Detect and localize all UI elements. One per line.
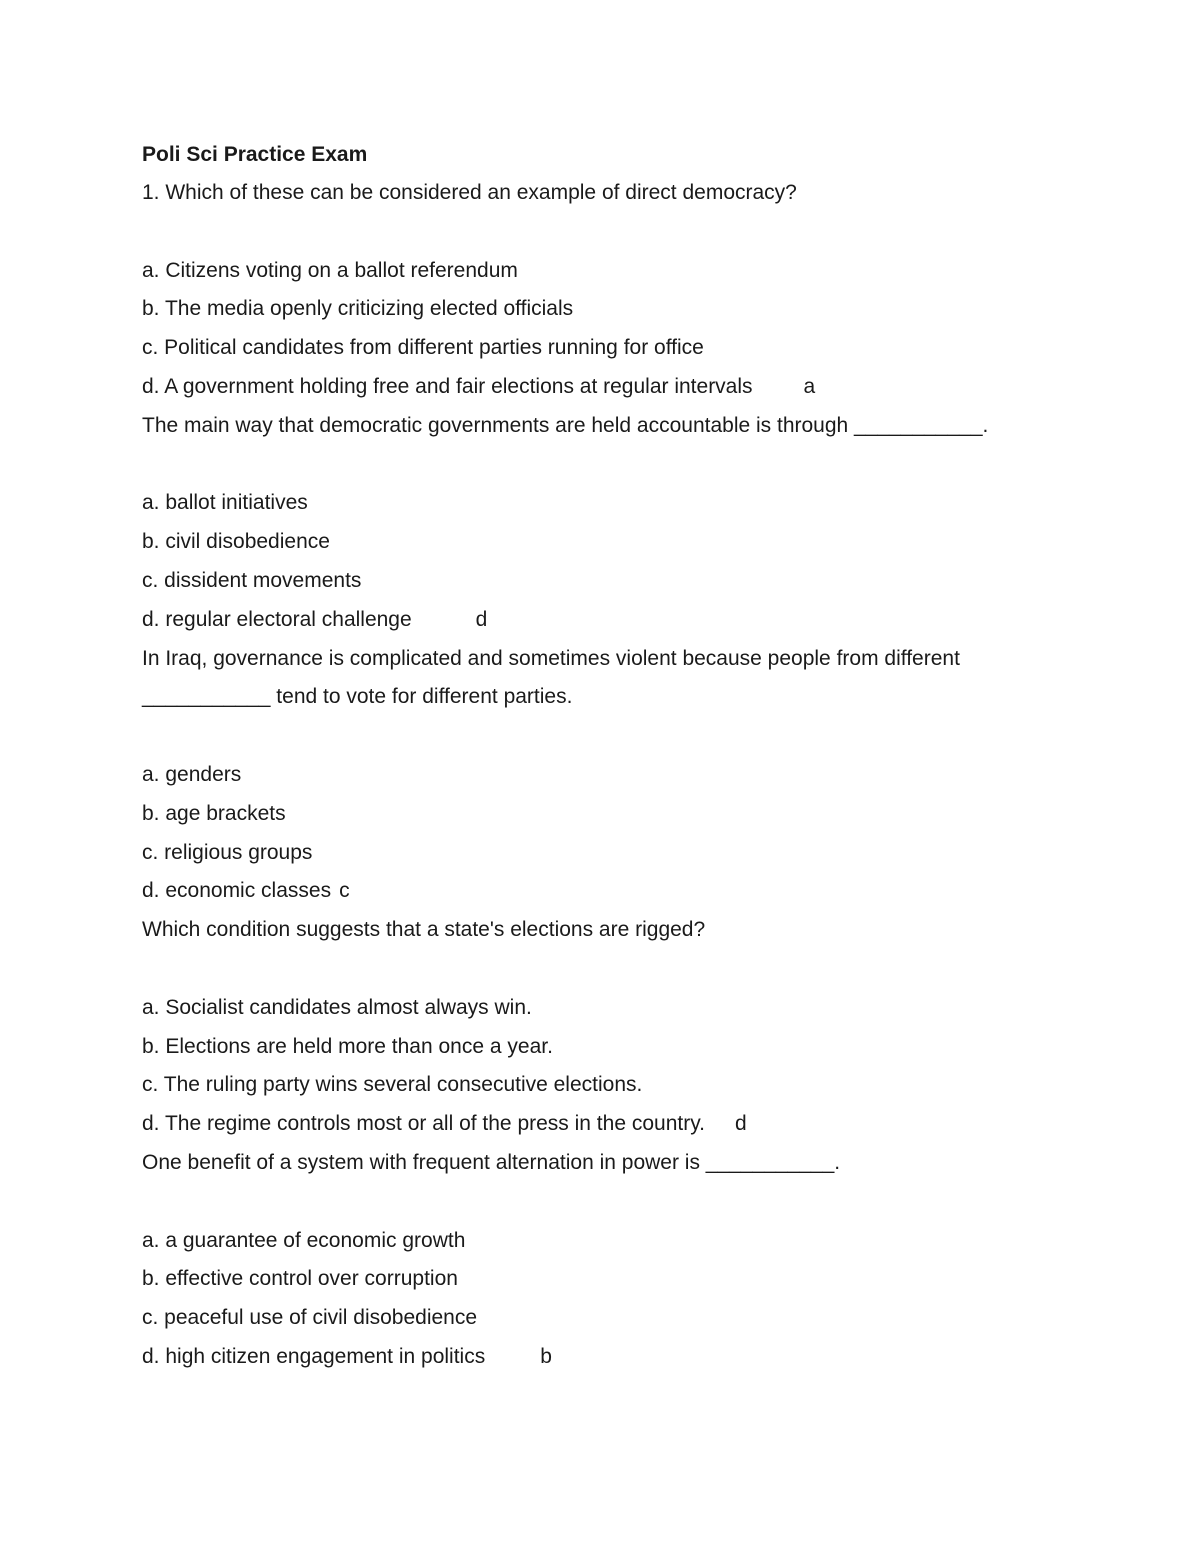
answer-option: b. The media openly criticizing elected officials xyxy=(142,297,574,321)
answer-option: c. dissident movements xyxy=(142,568,362,592)
document-content xyxy=(142,136,1102,1377)
question-block xyxy=(142,1144,1102,1377)
answer-option-row xyxy=(142,368,1102,407)
answer-option-row xyxy=(142,872,1102,911)
answer-option: d. regular electoral challenge xyxy=(142,607,412,631)
answer-key: d xyxy=(734,1112,747,1136)
spacer xyxy=(142,950,1102,989)
answer-option-row xyxy=(142,1105,1102,1144)
question-prompt: One benefit of a system with frequent alternation in power is ___________. xyxy=(142,1150,841,1174)
question-block xyxy=(142,174,1102,407)
answer-option-row xyxy=(142,601,1102,640)
answer-option: d. economic classes xyxy=(142,879,332,903)
answer-option: a. a guarantee of economic growth xyxy=(142,1228,466,1252)
answer-option: b. effective control over corruption xyxy=(142,1267,458,1291)
question-prompt: In Iraq, governance is complicated and sometimes violent because people from different xyxy=(142,646,960,670)
spacer xyxy=(142,717,1102,756)
question-block xyxy=(142,407,1102,640)
answer-option: a. genders xyxy=(142,762,242,786)
answer-option: c. religious groups xyxy=(142,840,313,864)
answer-option: a. Citizens voting on a ballot referendum xyxy=(142,258,518,282)
answer-option: b. civil disobedience xyxy=(142,530,330,554)
answer-key: c xyxy=(339,879,350,903)
answer-option: c. Political candidates from different parties running for office xyxy=(142,336,704,360)
question-prompt: 1. Which of these can be considered an example of direct democracy? xyxy=(142,181,797,204)
answer-option: b. Elections are held more than once a year. xyxy=(142,1034,553,1058)
answer-option: b. age brackets xyxy=(142,801,286,825)
question-prompt: ___________ tend to vote for different parties. xyxy=(142,685,573,709)
document-title: Poli Sci Practice Exam xyxy=(142,143,368,166)
answer-option: d. The regime controls most or all of the press in the country. xyxy=(142,1112,705,1136)
answer-key: a xyxy=(803,374,816,398)
question-block xyxy=(142,640,1102,912)
spacer xyxy=(142,213,1102,252)
question-block xyxy=(142,911,1102,1144)
answer-option: a. ballot initiatives xyxy=(142,491,308,515)
question-prompt: Which condition suggests that a state's elections are rigged? xyxy=(142,918,706,942)
answer-key: d xyxy=(475,607,488,631)
answer-option: c. The ruling party wins several consecutive elections. xyxy=(142,1073,643,1097)
answer-option: d. A government holding free and fair elections at regular intervals xyxy=(142,374,753,398)
answer-key: b xyxy=(540,1344,552,1368)
answer-option-row xyxy=(142,1338,1102,1377)
spacer xyxy=(142,446,1102,485)
answer-option: d. high citizen engagement in politics xyxy=(142,1344,486,1368)
answer-option: a. Socialist candidates almost always win. xyxy=(142,995,532,1019)
answer-option: c. peaceful use of civil disobedience xyxy=(142,1306,478,1330)
question-prompt: The main way that democratic governments are held accountable is through ___________. xyxy=(142,413,989,437)
spacer xyxy=(142,1183,1102,1222)
